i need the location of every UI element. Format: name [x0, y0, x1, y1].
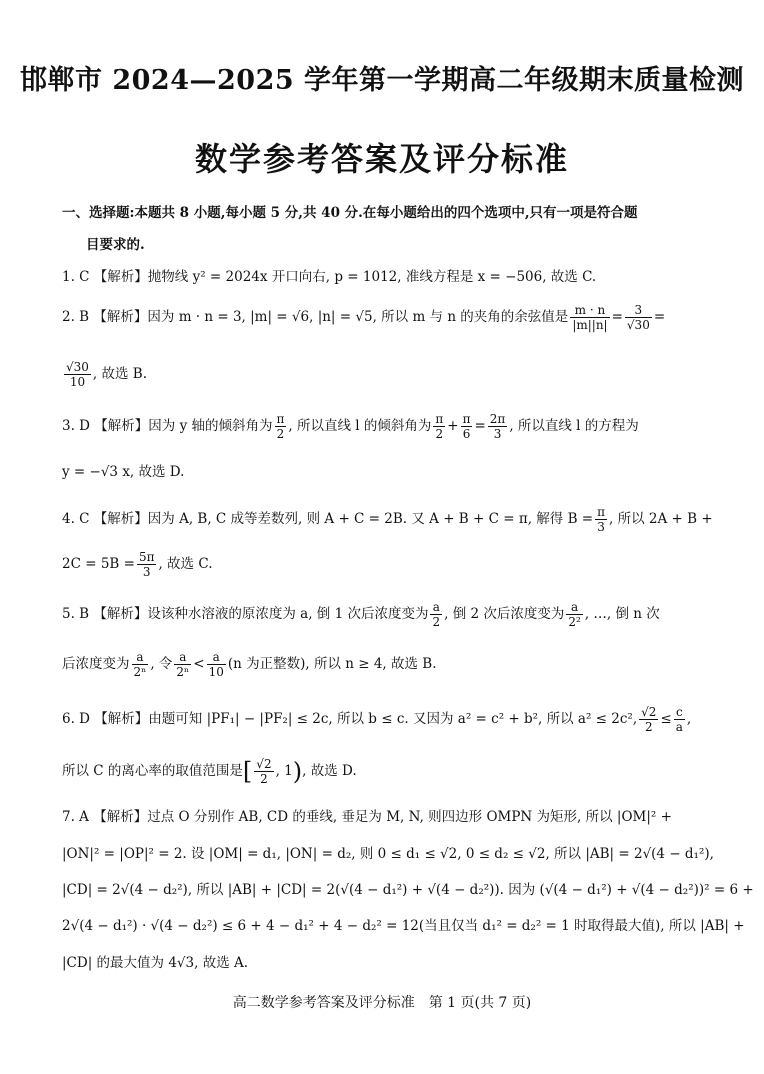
answer-4-text: , 故选 C. [158, 556, 213, 572]
left-bracket: [ [242, 757, 253, 786]
numerator: 2π [489, 412, 506, 426]
fraction [488, 412, 508, 441]
equals: = [653, 309, 666, 325]
denominator: 2ⁿ [176, 665, 190, 679]
answer-4-text: 2C = 5B = [62, 556, 135, 572]
denominator: 2 [644, 720, 653, 734]
denominator: 3 [597, 520, 605, 534]
denominator: 2 [260, 772, 268, 786]
fraction [566, 600, 582, 629]
denominator: 10 [208, 665, 224, 679]
numerator: √2 [641, 705, 657, 719]
section-heading-cont: 目要求的. [86, 237, 145, 253]
answer-6-cont [62, 757, 712, 786]
page-title: 数学参考答案及评分标准 [194, 140, 569, 178]
numerator: a [430, 600, 442, 615]
fraction [174, 650, 191, 679]
fraction [595, 505, 607, 534]
answer-6-text: , 1 [275, 763, 293, 779]
answer-7: 7. A 【解析】过点 O 分别作 AB, CD 的垂线, 垂足为 M, N, 则四边形 OMPN 为矩形, 所以 |OM|² + [62, 809, 672, 825]
denominator: 10 [69, 375, 86, 389]
answer-5-cont [62, 650, 712, 679]
answer-4 [62, 505, 712, 534]
numerator: π [435, 412, 444, 426]
answer-5-text: , 倒 2 次后浓度变为 [444, 606, 565, 622]
fraction [430, 600, 442, 629]
numerator: √30 [66, 360, 89, 374]
fraction [207, 650, 226, 679]
page-footer: 高二数学参考答案及评分标准 第 1 页(共 7 页) [232, 995, 532, 1011]
answer-1: 1. C 【解析】抛物线 y² = 2024x 开口向右, p = 1012, 准线方程是 x = −506, 故选 C. [62, 269, 597, 285]
answer-5 [62, 600, 712, 629]
answer-5-text: (n 为正整数), 所以 n ≥ 4, 故选 B. [227, 656, 437, 672]
denominator: 2 [432, 615, 441, 629]
numerator: a [566, 600, 582, 615]
answer-6-text: 所以 C 的离心率的取值范围是 [62, 763, 243, 779]
less-than: < [193, 656, 205, 672]
numerator: 5π [138, 550, 155, 564]
answer-2-text: m · n = 3, |m| = √6, |n| = √5, 所以 m 与 n 的夹角的余弦值是 [178, 309, 569, 325]
section-heading: 一、选择题:本题共 8 小题,每小题 5 分,共 40 分.在每小题给出的四个选项中,只有一项是符合题 [62, 205, 638, 221]
answer-5-text: 后浓度变为 [62, 656, 130, 672]
numerator: c [674, 705, 685, 720]
numerator: π [462, 412, 471, 426]
answer-3 [62, 412, 712, 441]
fraction [625, 303, 652, 332]
denominator: |m||n| [572, 318, 608, 332]
document-header: 邯郸市 2024—2025 学年第一学期高二年级期末质量检测 [19, 65, 745, 96]
answer-5-text: 5. B 【解析】设该种水溶液的原浓度为 a, 倒 1 次后浓度变为 [62, 606, 429, 622]
answer-2-cont [62, 360, 712, 389]
numerator: a [174, 650, 191, 665]
fraction [570, 303, 609, 332]
right-bracket: ) [292, 757, 303, 786]
denominator: 2 [435, 427, 444, 441]
denominator: 6 [462, 427, 471, 441]
less-or-equal: ≤ [660, 711, 672, 727]
answer-6-text: 6. D 【解析】由题可知 |PF₁| − |PF₂| ≤ 2c, 所以 b ≤ c. 又因为 a² = c² + b², 所以 a² ≤ 2c², [62, 711, 638, 727]
numerator: √2 [256, 757, 272, 771]
answer-5-text: , 令 [150, 656, 173, 672]
denominator: 2ⁿ [133, 665, 147, 679]
plus-sign: + [447, 418, 459, 434]
answer-5-text: , …, 倒 n 次 [584, 606, 660, 622]
answer-7-cont: 2√(4 − d₁²) · √(4 − d₂²) ≤ 6 + 4 − d₁² + 4 − d₂² = 12(当且仅当 d₁² = d₂² = 1 时取得最大值), 所以 |AB| + [62, 918, 745, 934]
denominator: √30 [626, 318, 650, 332]
fraction [674, 705, 685, 734]
fraction [254, 757, 273, 786]
fraction [639, 705, 658, 734]
numerator: a [132, 650, 149, 665]
fraction [275, 412, 287, 441]
equals: = [611, 309, 623, 325]
fraction [137, 550, 157, 579]
fraction [64, 360, 91, 389]
answer-2-prefix: 2. B 【解析】因为 [62, 309, 179, 325]
answer-3-text: , 所以直线 l 的倾斜角为 [288, 418, 432, 434]
denominator: 3 [142, 565, 151, 579]
denominator: 2² [568, 615, 581, 629]
fraction [132, 650, 149, 679]
answer-2 [62, 303, 712, 332]
denominator: 3 [493, 427, 502, 441]
numerator: π [276, 412, 285, 426]
fraction [461, 412, 473, 441]
answer-6-text: , 故选 D. [302, 763, 357, 779]
answer-3-text: 3. D 【解析】因为 y 轴的倾斜角为 [62, 418, 273, 434]
comma: , [686, 711, 692, 727]
numerator: a [207, 650, 226, 665]
numerator: m · n [570, 303, 609, 318]
numerator: 3 [625, 303, 652, 318]
equals: = [474, 418, 486, 434]
answer-7-cont: |ON|² = |OP|² = 2. 设 |OM| = d₁, |ON| = d₂, 则 0 ≤ d₁ ≤ √2, 0 ≤ d₂ ≤ √2, 所以 |AB| = 2√(4 − d₁²), [62, 846, 714, 862]
denominator: 2 [276, 427, 285, 441]
answer-6 [62, 705, 712, 734]
answer-7-cont: |CD| 的最大值为 4√3, 故选 A. [62, 955, 249, 971]
answer-4-text: 4. C 【解析】因为 A, B, C 成等差数列, 则 A + C = 2B. 又 A + B + C = π, 解得 B = [62, 511, 594, 527]
answer-4-text: , 所以 2A + B + [609, 511, 713, 527]
answer-3-cont: y = −√3 x, 故选 D. [62, 464, 185, 480]
answer-3-text: , 所以直线 l 的方程为 [509, 418, 639, 434]
answer-7-cont: |CD| = 2√(4 − d₂²), 所以 |AB| + |CD| = 2(√(4 − d₁²) + √(4 − d₂²)). 因为 (√(4 − d₁²) + √(4 − d₂²))² = 6 + [62, 882, 754, 898]
numerator: π [597, 505, 606, 519]
fraction [433, 412, 445, 441]
answer-4-cont [62, 550, 712, 579]
answer-2-tail: , 故选 B. [92, 366, 148, 382]
denominator: a [675, 720, 683, 734]
